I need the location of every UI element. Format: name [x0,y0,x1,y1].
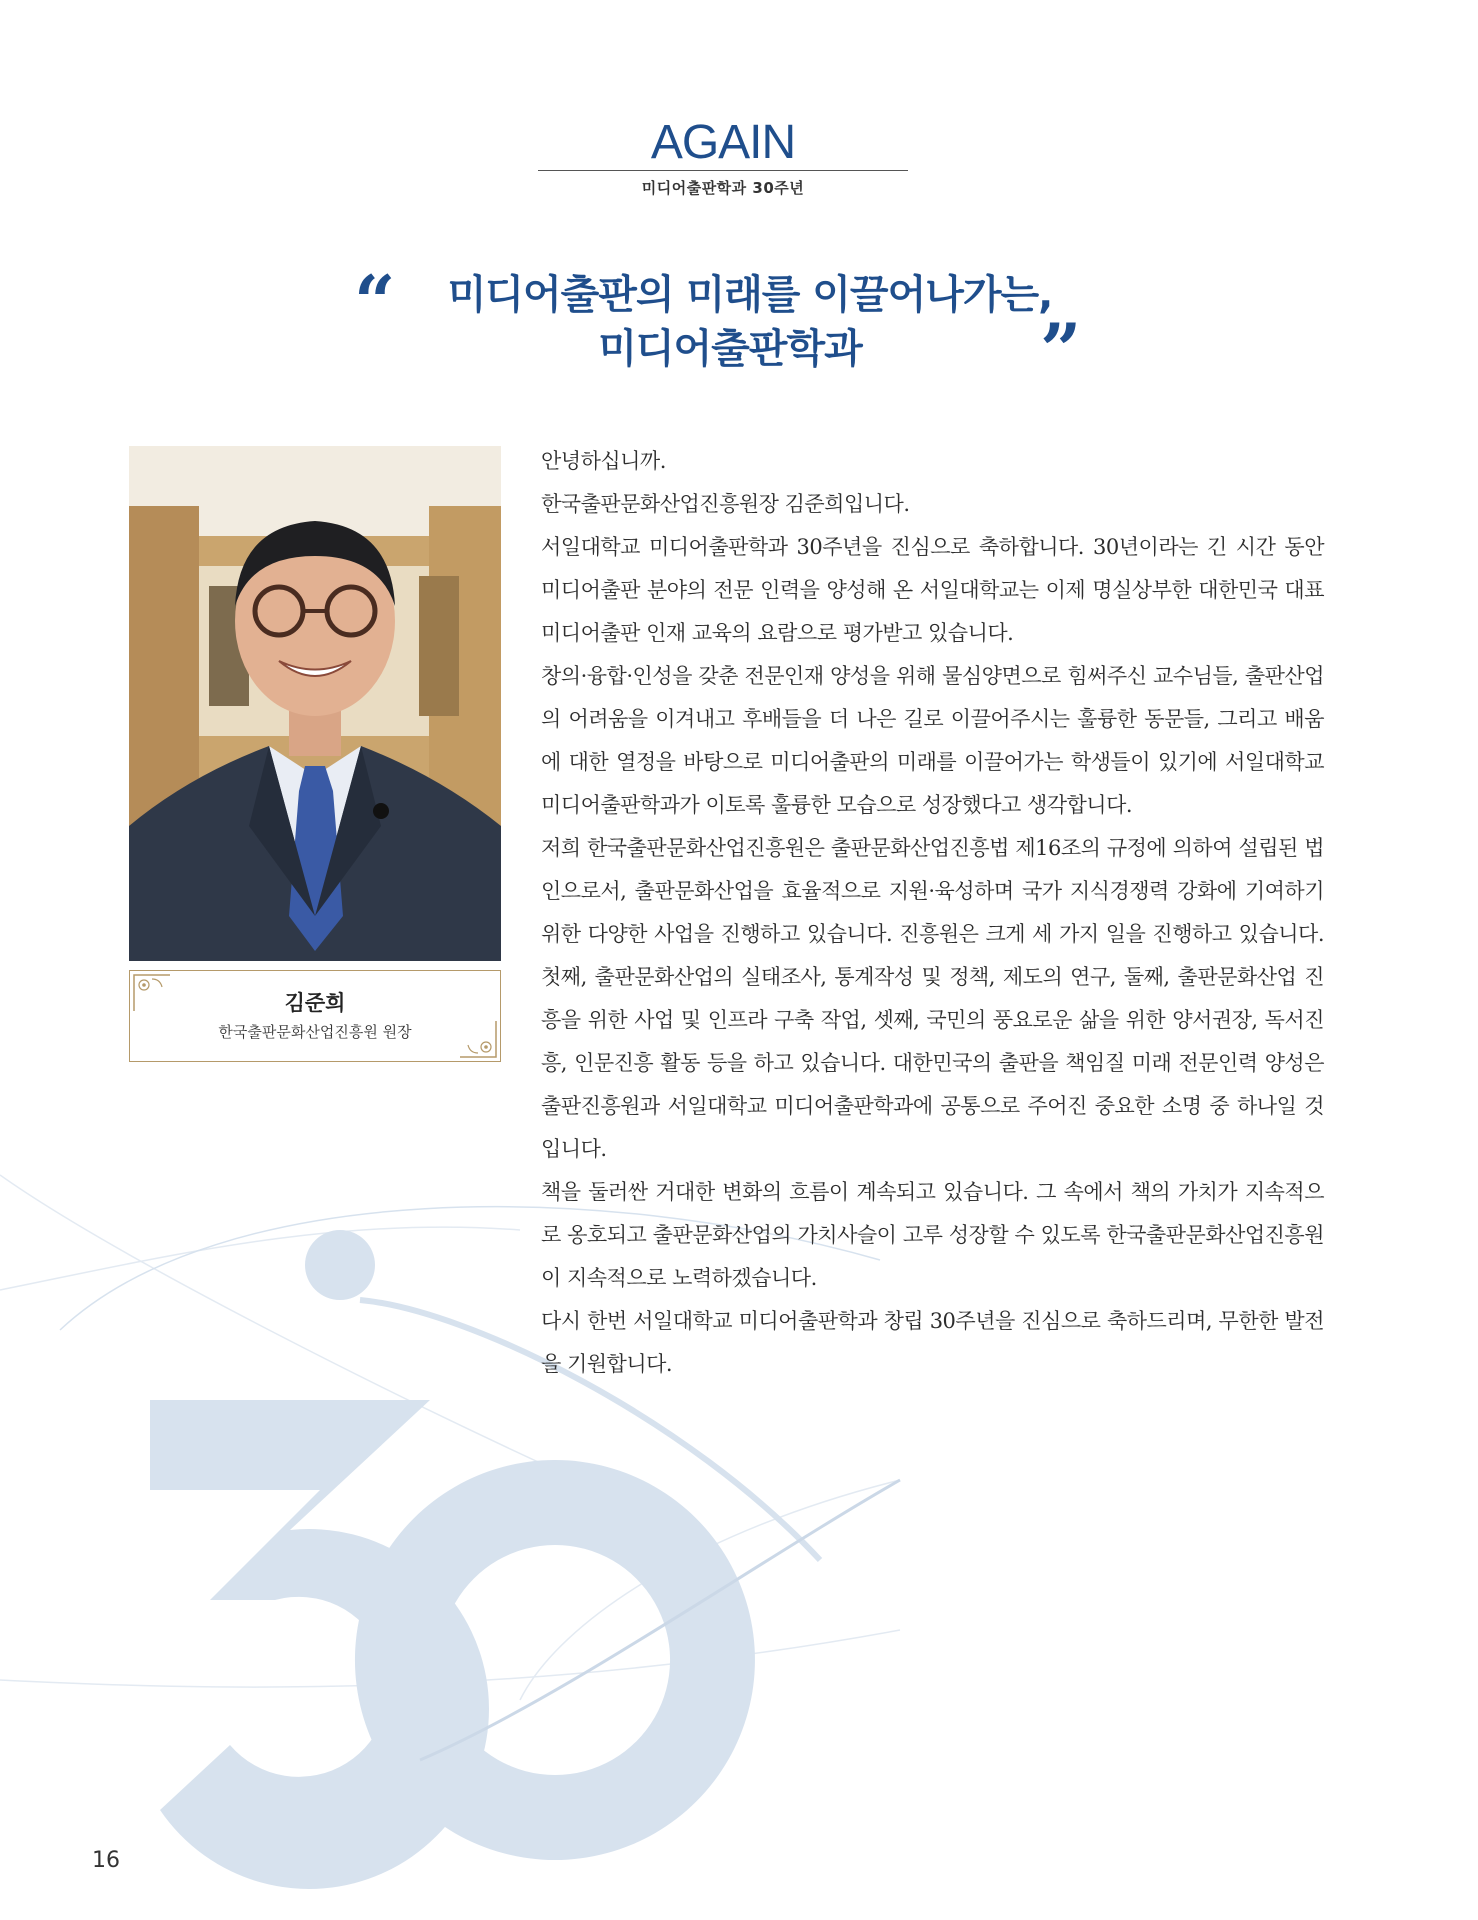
ornament-corner-icon [132,973,172,1013]
close-quote-icon: ” [1040,307,1082,392]
body-paragraph: 한국출판문화산업진흥원장 김준희입니다. [541,492,910,516]
profile-title: 한국출판문화산업진흥원 원장 [218,1023,412,1041]
article-headline [340,259,1120,392]
article-body [541,440,1324,1386]
header-subtitle: 미디어출판학과 30주년 [641,179,805,197]
headline-line-1: 미디어출판의 미래를 이끌어나가는, [447,272,1053,318]
page-number: 16 [92,1848,120,1873]
body-paragraph: 서일대학교 미디어출판학과 30주년을 진심으로 축하합니다. 30년이라는 긴 시간 동안 미디어출판 분야의 전문 인력을 양성해 온 서일대학교는 이제 명실상부한 대한민국 대표 미디어출판 인재 교육의 요람으로 평가받고 있습니다. [541,535,1324,645]
open-quote-icon: “ [354,259,396,344]
portrait-photo [129,446,501,961]
again-logo: AGAIN [650,116,796,169]
body-paragraph: 안녕하십니까. [541,449,666,473]
profile-caption [129,970,501,1062]
profile-name: 김준희 [284,991,346,1015]
header-divider [538,170,908,171]
magazine-header [538,118,908,198]
body-paragraph: 다시 한번 서일대학교 미디어출판학과 창립 30주년을 진심으로 축하드리며, 무한한 발전을 기원합니다. [541,1309,1324,1376]
body-paragraph: 창의·융합·인성을 갖춘 전문인재 양성을 위해 물심양면으로 힘써주신 교수님들, 출판산업의 어려움을 이겨내고 후배들을 더 나은 길로 이끌어주시는 훌륭한 동문들, 그리고 배움에 대한 열정을 바탕으로 미디어출판의 미래를 이끌어가는 학생들이 있기에 서일대학교 미디어출판학과가 이토록 훌륭한 모습으로 성장했다고 생각합니다. [541,664,1324,817]
ornament-corner-icon [458,1019,498,1059]
headline-line-2: 미디어출판학과 [598,326,862,372]
body-paragraph: 저희 한국출판문화산업진흥원은 출판문화산업진흥법 제16조의 규정에 의하여 설립된 법인으로서, 출판문화산업을 효율적으로 지원·육성하며 국가 지식경쟁력 강화에 기여하기 위한 다양한 사업을 진행하고 있습니다. 진흥원은 크게 세 가지 일을 진행하고 있습니다. 첫째, 출판문화산업의 실태조사, 통계작성 및 정책, 제도의 연구, 둘째, 출판문화산업 진흥을 위한 사업 및 인프라 구축 작업, 셋째, 국민의 풍요로운 삶을 위한 양서권장, 독서진흥, 인문진흥 활동 등을 하고 있습니다. 대한민국의 출판을 책임질 미래 전문인력 양성은 출판진흥원과 서일대학교 미디어출판학과에 공통으로 주어진 중요한 소명 중 하나일 것입니다. [541,836,1324,1161]
body-paragraph: 책을 둘러싼 거대한 변화의 흐름이 계속되고 있습니다. 그 속에서 책의 가치가 지속적으로 옹호되고 출판문화산업의 가치사슬이 고루 성장할 수 있도록 한국출판문화산업진흥원이 지속적으로 노력하겠습니다. [541,1180,1324,1290]
